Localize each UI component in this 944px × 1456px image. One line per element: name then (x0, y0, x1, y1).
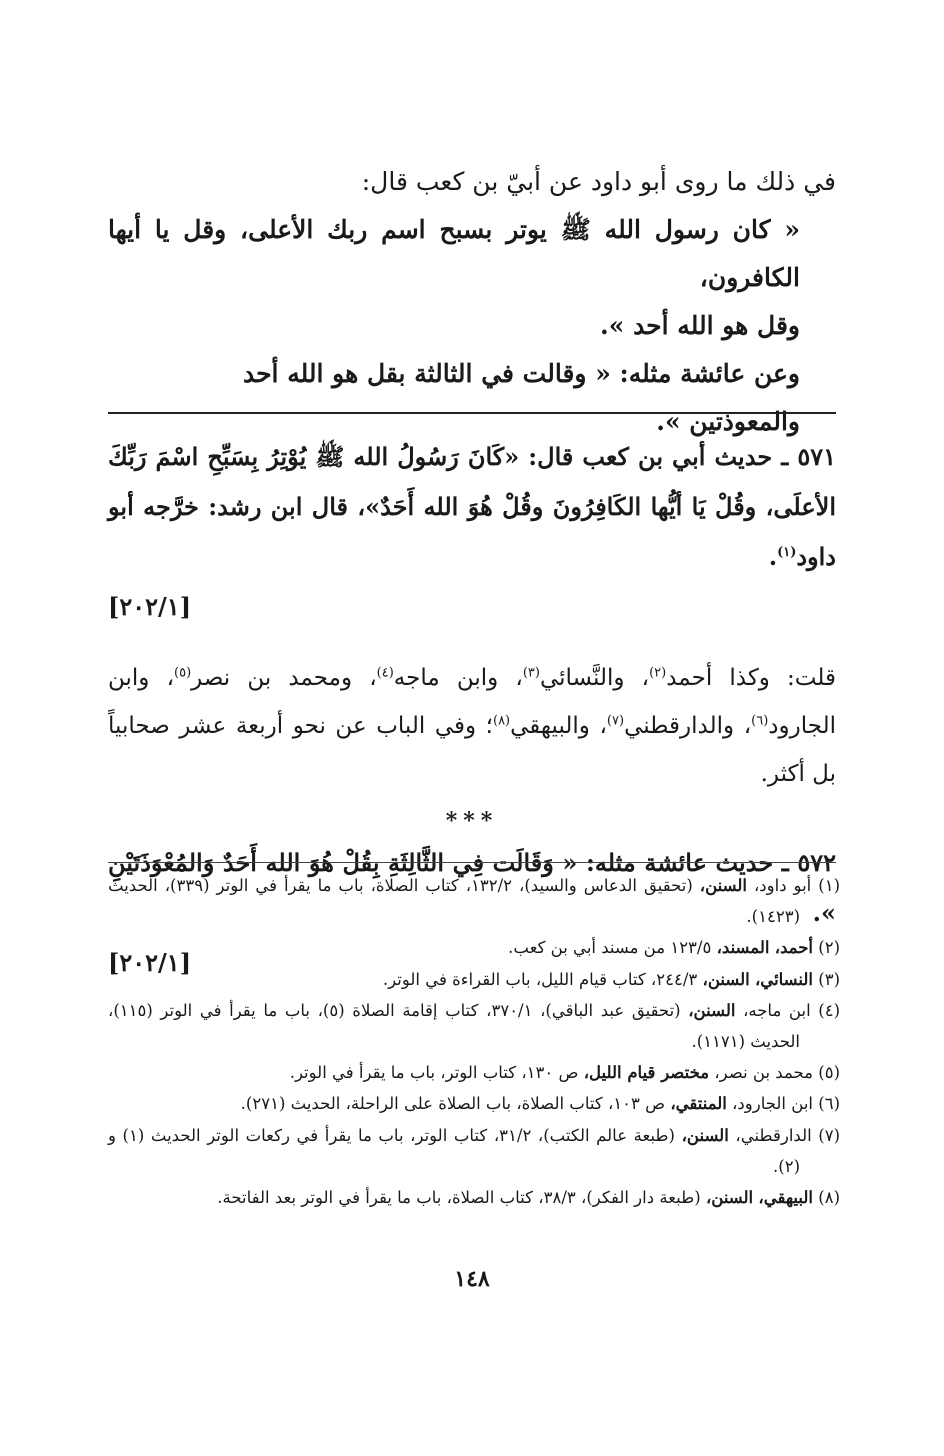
footnote-details: (طبعة دار الفكر)، ٣٨/٣، كتاب الصلاة، باب ما يقرأ في الوتر بعد الفاتحة. (217, 1188, 701, 1208)
comment-jarud: ، وابن الجارود (108, 665, 836, 739)
footnote-author: أحمد، (774, 938, 813, 958)
footnote-ref-8[interactable]: (٨) (492, 713, 511, 729)
footnote-item (108, 870, 840, 932)
intro-line: في ذلك ما روى أبو داود عن أبيّ بن كعب قال: (361, 167, 836, 196)
footnote-item (108, 995, 840, 1057)
footnote-author: ابن الجارود، (732, 1094, 813, 1114)
aisha-line-2: والمعوذتين ». (656, 407, 800, 436)
footnote-details: ص ١٣٠، كتاب الوتر، باب ما يقرأ في الوتر. (289, 1063, 579, 1083)
section-stars: *** (445, 808, 499, 834)
comment-bayhaqi: ، والبيهقي (510, 713, 607, 739)
footnote-number: (٤) (818, 1000, 841, 1020)
comment-nasai: ، والنَّسائي (539, 665, 650, 691)
hadith-571-number: ٥٧١ ـ (781, 442, 837, 471)
footnotes-list (108, 870, 840, 1213)
footnote-ref-7[interactable]: (٧) (606, 713, 625, 729)
hadith-572-reference: [٢٠٢/١] (108, 948, 192, 977)
footnote-book: مختصر قيام الليل، (583, 1063, 710, 1083)
section-divider (108, 412, 836, 414)
hadith-571 (108, 432, 836, 582)
footnote-book: السنن، (681, 1125, 729, 1145)
footnote-details: (تحقيق عبد الباقي)، ٣٧٠/١، كتاب إقامة الصلاة (٥)، باب ما يقرأ في الوتر (١١٥)، الحديث (١١٧١). (108, 1000, 800, 1052)
footnote-ref-2[interactable]: (٢) (649, 665, 667, 681)
footnote-number: (٢) (818, 938, 840, 958)
footnote-author: النسائي، (754, 969, 813, 989)
footnote-book: المنتقي، (670, 1094, 727, 1114)
footnote-number: (١) (818, 876, 840, 895)
footnote-author: محمد بن نصر، (714, 1063, 813, 1083)
footnote-author: أبو داود، (753, 876, 812, 895)
footnote-ref-1[interactable]: (١) (777, 545, 797, 560)
footnote-book: السنن، (688, 1000, 736, 1020)
footnote-book: السنن، (699, 876, 747, 895)
footnote-item (108, 964, 840, 995)
comment-prefix: قلت: وكذا أحمد (666, 665, 836, 691)
commentary-paragraph (108, 654, 836, 798)
footnote-number: (٨) (818, 1188, 840, 1208)
footnote-item (108, 1182, 840, 1213)
footnote-details: ص ١٠٣، كتاب الصلاة، باب الصلاة على الراحلة، الحديث (٢٧١). (240, 1094, 666, 1114)
footnote-item (108, 1088, 840, 1119)
quote-line-2: وقل هو الله أحد ». (600, 311, 800, 340)
main-text-block (108, 158, 836, 446)
aisha-line-1: وعن عائشة مثله: « وقالت في الثالثة بقل هو الله أحد (242, 359, 800, 388)
footnote-book: المسند، (716, 938, 770, 958)
comment-end: ؛ وفي الباب عن نحو أربعة عشر صحابياً بل أكثر. (108, 713, 836, 787)
footnote-book: السنن، (702, 969, 750, 989)
hadith-572-number: ٥٧٢ ـ (781, 848, 836, 877)
footnote-ref-3[interactable]: (٣) (522, 665, 540, 681)
footnote-ref-6[interactable]: (٦) (751, 713, 769, 729)
comment-ibnmajah: ، وابن ماجه (393, 665, 523, 691)
footnote-item (108, 932, 840, 963)
footnote-details: (تحقيق الدعاس والسيد)، ١٣٢/٢، كتاب الصلاة، باب ما يقرأ في الوتر (٣٣٩)، الحديث (١٤٢٣). (108, 876, 800, 927)
comment-daraqutni: ، والدارقطني (624, 713, 752, 739)
page-number: ١٤٨ (454, 1266, 490, 1292)
footnote-ref-5[interactable]: (٥) (174, 665, 192, 681)
footnote-book: السنن، (705, 1188, 754, 1208)
footnote-author: الدارقطني، (735, 1125, 812, 1145)
footnote-author: البيهقي، (758, 1188, 813, 1208)
footnote-number: (٦) (818, 1094, 840, 1114)
footnote-number: (٥) (818, 1063, 840, 1083)
footnote-author: ابن ماجه، (743, 1000, 811, 1020)
footnote-divider (108, 862, 836, 863)
hadith-571-end: . (768, 542, 778, 571)
footnote-ref-4[interactable]: (٤) (376, 665, 394, 681)
hadith-571-text: حديث أبي بن كعب قال: «كَانَ رَسُولُ الله ﷺ يُوْتِرُ بِسَبِّحِ اسْمَ رَبِّكَ الأعلَى، وقُلْ يَا أيُّها الكَافِرُونَ وقُلْ هُوَ الله أَحَدٌ»، قال ابن رشد: خرَّجه أبو داود (108, 442, 836, 571)
footnote-number: (٣) (818, 969, 840, 989)
comment-ibnnasr: ، ومحمد بن نصر (191, 665, 377, 691)
footnote-details: ٢٤٤/٣، كتاب قيام الليل، باب القراءة في الوتر. (382, 969, 698, 989)
footnote-details: (طبعة عالم الكتب)، ٣١/٢، كتاب الوتر، باب ما يقرأ في ركعات الوتر الحديث (١) و (٢). (108, 1125, 800, 1176)
footnote-number: (٧) (818, 1125, 841, 1145)
footnote-details: ١٢٣/٥ من مسند أبي بن كعب. (508, 938, 712, 958)
footnote-item (108, 1120, 840, 1182)
hadith-571-reference: [٢٠٢/١] (108, 592, 192, 621)
hadith-572-text: حديث عائشة مثله: « وَقَالَت فِي الثَّالِثَةِ بِقُلْ هُوَ الله أَحَدٌ وَالمُعْوَذَتَيْنِ ». (108, 848, 836, 927)
footnote-item (108, 1057, 840, 1088)
quote-line-1: « كان رسول الله ﷺ يوتر بسبح اسم ربك الأعلى، وقل يا أيها الكافرون، (108, 215, 800, 292)
